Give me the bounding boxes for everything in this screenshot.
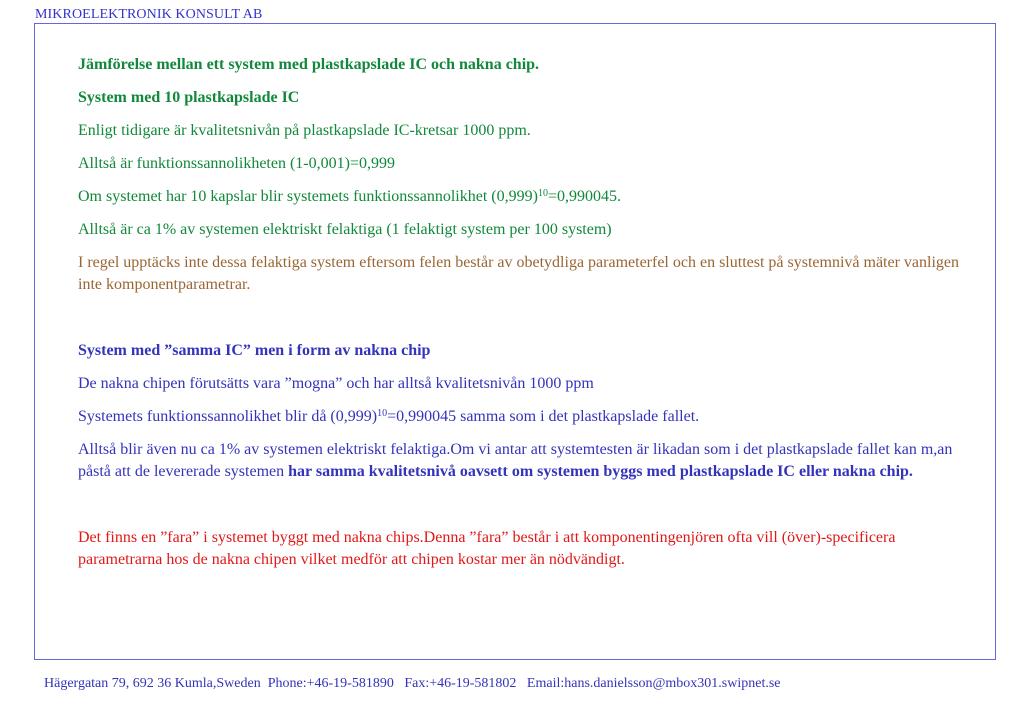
probability-text: Alltså är funktionssannolikheten (1-0,001)=0,999 <box>78 155 395 172</box>
exponent: 10 <box>377 408 388 419</box>
quality-level-text: Enligt tidigare är kvalitetsnivån på plastkapslade IC-kretsar 1000 ppm. <box>78 122 531 139</box>
contact-footer <box>44 676 781 692</box>
exponent: 10 <box>537 188 548 199</box>
footer-phone: Phone:+46-19-581890 <box>267 676 394 691</box>
system-probability-pre: Om systemet har 10 kapslar blir systemets funktionssannolikhet (0,999) <box>78 188 538 205</box>
conclusion-normal: Alltså blir även nu ca 1% av systemen elektriskt felaktiga.Om vi antar att systemtesten är likadan som i det plastkapslade fallet kan m,an påstå att de levererade systemen <box>78 441 953 480</box>
plastic-system-heading: System med 10 plastkapslade IC <box>78 89 300 106</box>
bare-chip-heading: System med ”samma IC” men i form av nakna chip <box>78 342 431 359</box>
bare-chip-probability-text <box>78 406 983 428</box>
system-probability-text <box>78 186 983 208</box>
footer-address: Hägergatan 79, 692 36 Kumla,Sweden <box>44 676 261 691</box>
bare-chip-probability-pre: Systemets funktionssannolikhet blir då (0,999) <box>78 408 378 425</box>
conclusion-bold: har samma kvalitetsnivå oavsett om systemen byggs med plastkapslade IC eller nakna chip. <box>288 463 913 480</box>
risk-text: Det finns en ”fara” i systemet byggt med nakna chips.Denna ”fara” består i att komponentingenjören ofta vill (över)-specificera parametrarna hos de nakna chipen vilket medför att chipen kostar mer än nödvändigt. <box>78 529 896 568</box>
comparison-title: Jämförelse mellan ett system med plastkapslade IC och nakna chip. <box>78 56 540 73</box>
company-header: MIKROELEKTRONIK KONSULT AB <box>35 7 263 22</box>
slide-content <box>78 54 983 571</box>
bare-chip-probability-post: =0,990045 samma som i det plastkapslade fallet. <box>387 408 700 425</box>
system-probability-post: =0,990045. <box>547 188 621 205</box>
detection-note: I regel upptäcks inte dessa felaktiga system eftersom felen består av obetydliga parameterfel och en sluttest på systemnivå mäter vanligen inte komponentparametrar. <box>78 254 960 293</box>
mature-chip-text: De nakna chipen förutsätts vara ”mogna” och har alltså kvalitetsnivån 1000 ppm <box>78 375 594 392</box>
footer-email: Email:hans.danielsson@mbox301.swipnet.se <box>526 676 781 691</box>
defect-rate-text: Alltså är ca 1% av systemen elektriskt felaktiga (1 felaktigt system per 100 system) <box>78 221 612 238</box>
footer-fax: Fax:+46-19-581802 <box>404 676 517 691</box>
conclusion-text <box>78 439 983 483</box>
